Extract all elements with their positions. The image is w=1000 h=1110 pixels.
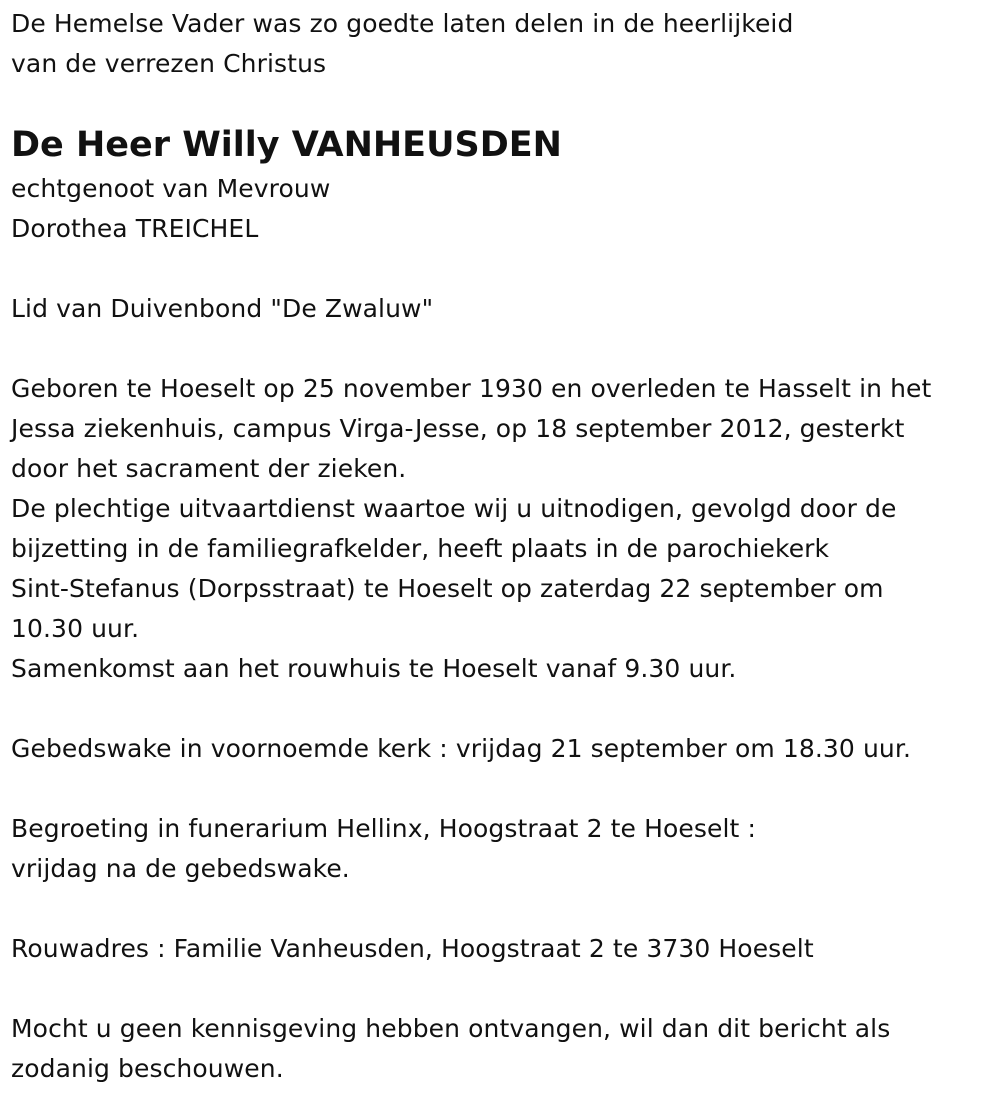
spouse-line-2: Dorothea TREICHEL (11, 214, 259, 243)
membership-line: Lid van Duivenbond "De Zwaluw" (11, 294, 434, 323)
closing-line-2: zodanig beschouwen. (11, 1054, 284, 1083)
spacer (11, 769, 991, 809)
spacer (11, 329, 991, 369)
details-line-2: Jessa ziekenhuis, campus Virga-Jesse, op 18 september 2012, gesterkt (11, 414, 905, 443)
details-line-6: Sint-Stefanus (Dorpsstraat) te Hoeselt op zaterdag 22 september om (11, 574, 884, 603)
obituary-notice (11, 4, 991, 1089)
spacer (11, 689, 991, 729)
details-line-5: bijzetting in de familiegrafkelder, heeft plaats in de parochiekerk (11, 534, 830, 563)
deceased-name: De Heer Willy VANHEUSDEN (11, 125, 562, 165)
spacer (11, 249, 991, 289)
details-line-7: 10.30 uur. (11, 614, 140, 643)
vigil-line: Gebedswake in voornoemde kerk : vrijdag 21 september om 18.30 uur. (11, 734, 911, 763)
details-line-4: De plechtige uitvaartdienst waartoe wij u uitnodigen, gevolgd door de (11, 494, 897, 523)
greeting-line-1: Begroeting in funerarium Hellinx, Hoogstraat 2 te Hoeselt : (11, 814, 756, 843)
details-line-1: Geboren te Hoeselt op 25 november 1930 en overleden te Hasselt in het (11, 374, 932, 403)
spacer (11, 969, 991, 1009)
address-line: Rouwadres : Familie Vanheusden, Hoogstraat 2 te 3730 Hoeselt (11, 934, 814, 963)
details-line-3: door het sacrament der zieken. (11, 454, 407, 483)
details-line-8: Samenkomst aan het rouwhuis te Hoeselt vanaf 9.30 uur. (11, 654, 737, 683)
greeting-line-2: vrijdag na de gebedswake. (11, 854, 350, 883)
intro-line-2: van de verrezen Christus (11, 49, 327, 78)
spacer (11, 889, 991, 929)
intro-line-1: De Hemelse Vader was zo goedte laten delen in de heerlijkeid (11, 9, 794, 38)
closing-line-1: Mocht u geen kennisgeving hebben ontvangen, wil dan dit bericht als (11, 1014, 891, 1043)
spouse-line-1: echtgenoot van Mevrouw (11, 174, 331, 203)
